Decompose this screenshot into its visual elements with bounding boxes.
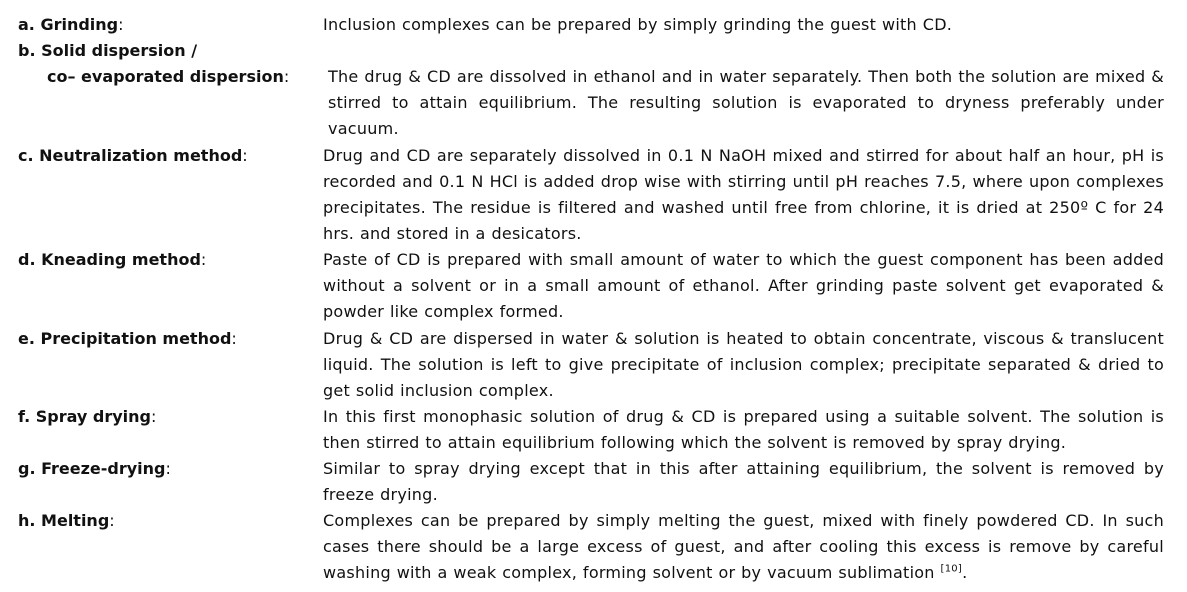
term-label-continued: co– evaporated dispersion [47, 67, 284, 86]
method-term [18, 456, 171, 482]
method-description: Drug and CD are separately dissolved in 0.1 N NaOH mixed and stirred for about half an hour, pH is recorded and 0.1 N HCl is added drop wise with stirring until pH reaches 7.5, where upon complexes precipitates. The residue is filtered and washed until free from chlorine, it is dried at 250º C for 24 hrs. and stored in a desicators. [323, 146, 1164, 243]
method-term [18, 247, 206, 273]
term-separator: : [118, 15, 124, 34]
term-label: f. Spray drying [18, 407, 152, 426]
term-separator: : [165, 459, 171, 478]
method-term [18, 404, 156, 430]
method-term [18, 326, 237, 352]
term-separator: : [200, 250, 207, 269]
method-term [18, 508, 115, 534]
term-separator: : [242, 146, 248, 165]
method-description [323, 508, 1164, 586]
method-description: Paste of CD is prepared with small amount of water to which the guest component has been added without a solvent or in a small amount of ethanol. After grinding paste solvent get evaporated & powder like complex formed. [323, 250, 1164, 321]
method-term [18, 12, 124, 38]
term-separator: : [109, 511, 115, 530]
method-description: Drug & CD are dispersed in water & solution is heated to obtain concentrate, viscous & translucent liquid. The solution is left to give precipitate of inclusion complex; precipitate separated & dried to get solid inclusion complex. [323, 329, 1164, 400]
method-description: Similar to spray drying except that in this after attaining equilibrium, the solvent is removed by freeze drying. [323, 459, 1164, 504]
term-label: e. Precipitation method [18, 329, 232, 348]
melting-description-text: Complexes can be prepared by simply melting the guest, mixed with finely powdered CD. In such cases there should be a large excess of guest, and after cooling this excess is remove by careful washing with a weak complex, forming solvent or by vacuum sublimation [323, 511, 1164, 582]
citation-reference: [10] [940, 563, 963, 575]
term-separator: : [231, 329, 237, 348]
term-label: g. Freeze-drying [18, 459, 166, 478]
term-label: b. Solid dispersion / [18, 41, 198, 60]
term-separator: : [283, 67, 290, 86]
method-description: In this first monophasic solution of drug & CD is prepared using a suitable solvent. The solution is then stirred to attain equilibrium following which the solvent is removed by spray drying. [323, 407, 1164, 452]
method-description: The drug & CD are dissolved in ethanol and in water separately. Then both the solution are mixed & stirred to attain equilibrium. The resulting solution is evaporated to dryness preferably under vacuum. [328, 67, 1164, 138]
method-description: Inclusion complexes can be prepared by simply grinding the guest with CD. [323, 15, 953, 34]
method-term [18, 38, 289, 90]
sentence-end: . [962, 563, 968, 582]
term-label: c. Neutralization method [18, 146, 243, 165]
term-label: h. Melting [18, 511, 110, 530]
term-label: a. Grinding [18, 15, 119, 34]
method-term [18, 143, 248, 169]
term-label: d. Kneading method [18, 250, 201, 269]
term-separator: : [151, 407, 157, 426]
